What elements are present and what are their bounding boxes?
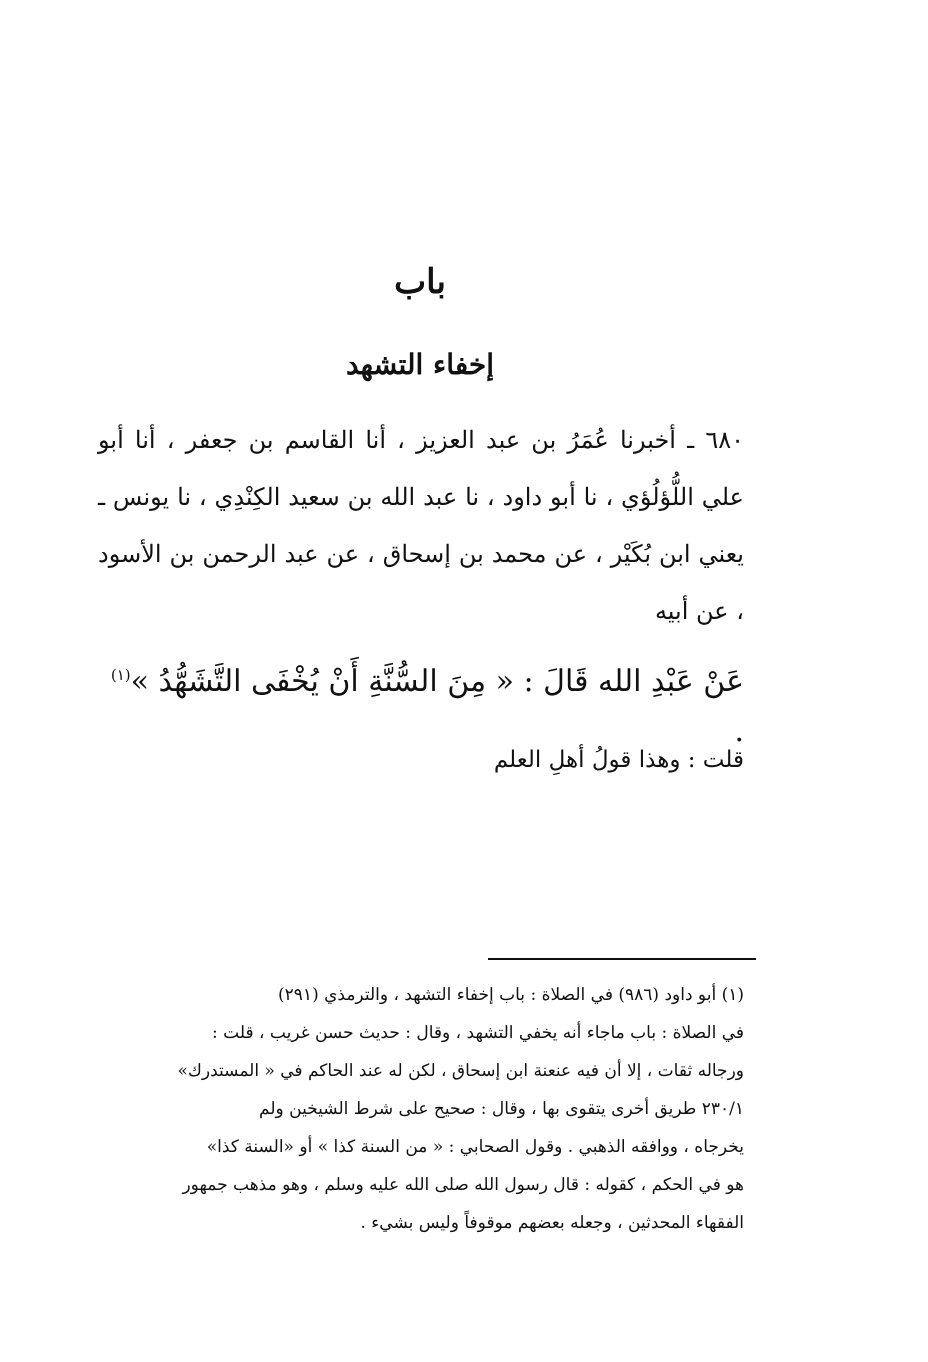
chapter-heading: باب — [394, 262, 446, 302]
footnote-divider — [488, 958, 756, 960]
footnote-line: ٢٣٠/١ طريق أخرى يتقوى بها ، وقال : صحيح على شرط الشيخين ولم — [259, 1099, 744, 1119]
chapter-subtitle: إخفاء التشهد — [345, 348, 495, 381]
footnote-line: ورجاله ثقات ، إلا أن فيه عنعنة ابن إسحاق ، لكن له عند الحاكم في « المستدرك» — [177, 1061, 744, 1081]
matn-end-period: . — [734, 714, 744, 749]
footnote-line: يخرجاه ، ووافقه الذهبي . وقول الصحابي : « من السنة كذا » أو «السنة كذا» — [206, 1137, 744, 1157]
footnote-line: هو في الحكم ، كقوله : قال رسول الله صلى الله عليه وسلم ، وهو مذهب جمهور — [182, 1175, 744, 1195]
footnote-line: (١) أبو داود (٩٨٦) في الصلاة : باب إخفاء التشهد ، والترمذي (٢٩١) — [278, 985, 744, 1005]
footnote-line: الفقهاء المحدثين ، وجعله بعضهم موقوفاً وليس بشيء . — [360, 1213, 744, 1233]
footnote-marker: (١) — [110, 666, 131, 684]
footnote-line: في الصلاة : باب ماجاء أنه يخفي التشهد ، وقال : حديث حسن غريب ، قلت : — [212, 1023, 744, 1043]
hadith-matn-text: عَنْ عَبْدِ الله قَالَ : « مِنَ السُّنَّةِ أَنْ يُخْفَى التَّشَهُّدُ » — [130, 664, 744, 699]
footnote-block — [98, 976, 744, 1242]
author-comment: قلت : وهذا قولُ أهلِ العلم — [493, 747, 744, 773]
hadith-isnad: ٦٨٠ ـ أخبرنا عُمَرُ بن عبد العزيز ، أنا القاسم بن جعفر ، أنا أبو علي اللُّؤلُؤي ، نا أبو داود ، نا عبد الله بن سعيد الكِنْدِي ، نا يونس ـ يعني ابن بُكَيْر ، عن محمد بن إسحاق ، عن عبد الرحمن بن الأسود ، عن أبيه — [98, 426, 744, 625]
